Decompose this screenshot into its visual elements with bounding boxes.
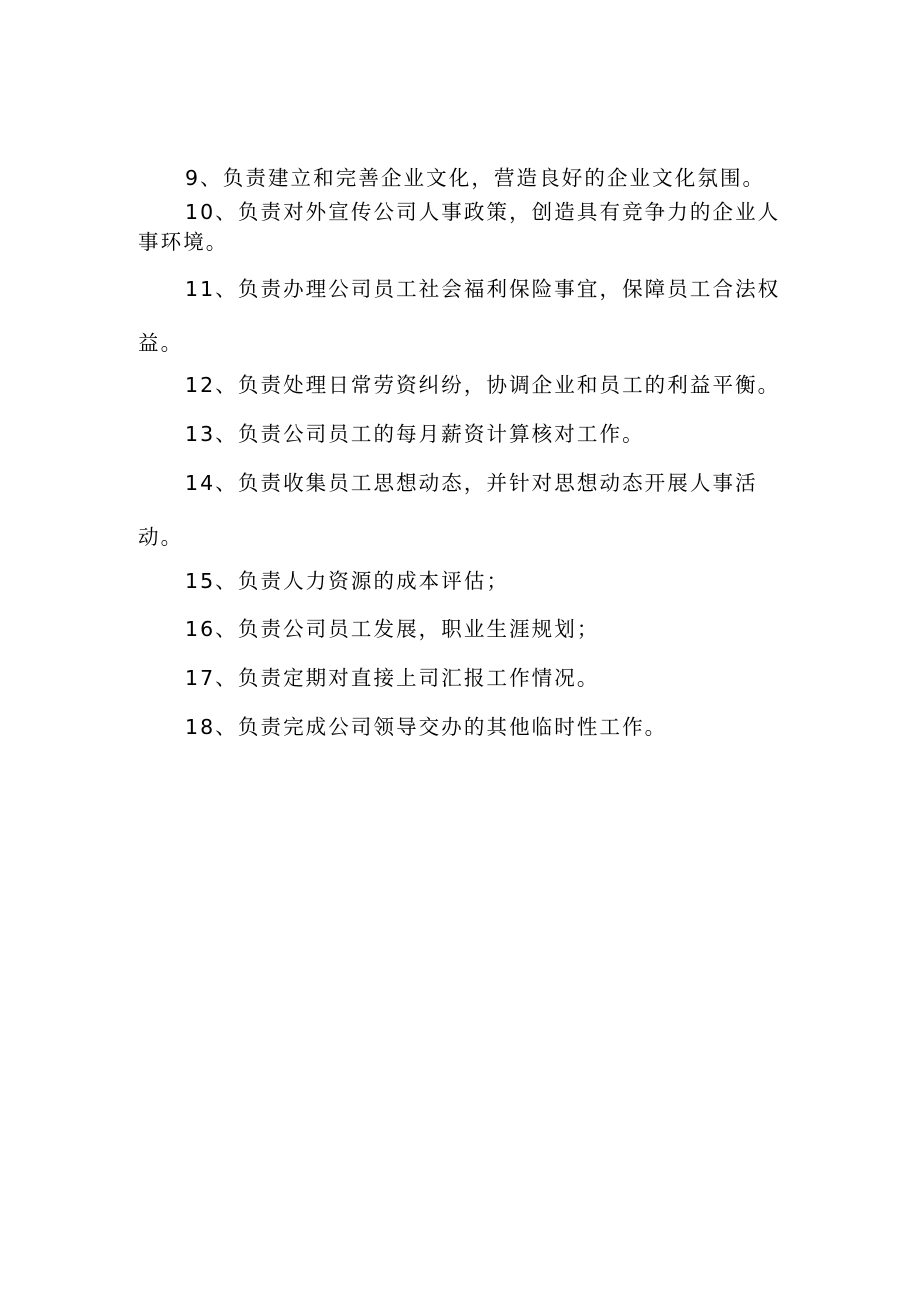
paragraph-item-16: 16、负责公司员工发展，职业生涯规划；: [185, 617, 600, 641]
paragraph-item-14: 14、负责收集员工思想动态，并针对思想动态开展人事活动。: [138, 471, 758, 549]
paragraph-item-15: 15、负责人力资源的成本评估；: [185, 569, 510, 593]
paragraph-item-12: 12、负责处理日常劳资纠纷，协调企业和员工的利益平衡。: [185, 373, 781, 397]
paragraph-item-11: 11、负责办理公司员工社会福利保险事宜，保障员工合法权益。: [138, 277, 781, 355]
paragraph-item-17: 17、负责定期对直接上司汇报工作情况。: [185, 666, 600, 690]
paragraph-item-10: 10、负责对外宣传公司人事政策，创造具有竞争力的企业人事环境。: [138, 200, 781, 254]
paragraph-item-9: 9、负责建立和完善企业文化，营造良好的企业文化氛围。: [185, 166, 766, 190]
paragraph-item-18: 18、负责完成公司领导交办的其他临时性工作。: [185, 715, 668, 739]
paragraph-item-13: 13、负责公司员工的每月薪资计算核对工作。: [185, 422, 645, 446]
